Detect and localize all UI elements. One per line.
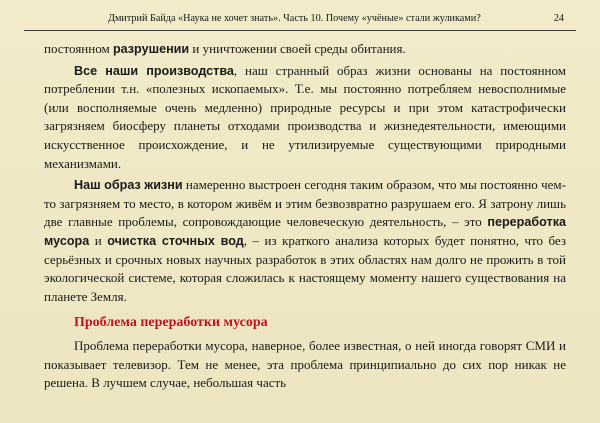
paragraph-3 [44,176,566,306]
paragraph-4: Проблема переработки мусора, наверное, более известная, о ней иногда говорят СМИ и показывает телевизор. Тем не менее, эта проблема принципиально до сих пор никак не решена. В лучшем случае, небольшая часть [44,337,566,391]
bold-term: разрушении [112,42,190,56]
text-run: намеренно выстроен сегодня таким образом, что мы постоянно чем-то загрязняем то место, в котором живём и этим безвозвратно разрушаем его. Я затрону лишь две главные проблемы, сопровождающие человеческую деятельность, – это [44,177,566,230]
paragraph-2 [44,62,566,174]
text-run: , – из краткого анализа которых будет понятно, что без серьёзных и срочных новых научных разработок в этих областях нам долго не прожить в той экологической системе, которая сложилась к настоящему моменту нашего существования на планете Земля. [44,232,566,304]
document-body [44,40,566,396]
bold-term: очистка сточных вод [107,233,244,248]
paragraph-1 [44,40,566,59]
running-header [24,4,576,31]
bold-term: Наш образ жизни [74,178,183,193]
text-run: и уничтожении своей среды обитания. [189,41,406,56]
section-heading: Проблема переработки мусора [74,315,268,331]
text-run: постоянном [44,41,113,56]
text-run: и [89,232,108,248]
page-number: 24 [553,13,564,24]
text-run: , наш странный образ жизни основаны на постоянном потреблении т.н. «полезных ископаемых». Т.е. мы постоянно потребляем невосполнимые (или восполняемые очень медленно) природные ресурсы и при этом катастрофически загрязняем биосферу планеты отходами производства и жизнедеятельности, имеющими искусственное происхождение, и не утилизируемые существующими природными механизмами. [44,62,566,171]
bold-term: переработка мусора [44,215,566,248]
bold-term: Все наши производства [74,63,234,78]
header-title: Дмитрий Байда «Наука не хочет знать». Часть 10. Почему «учёные» стали жуликами? [108,13,481,24]
